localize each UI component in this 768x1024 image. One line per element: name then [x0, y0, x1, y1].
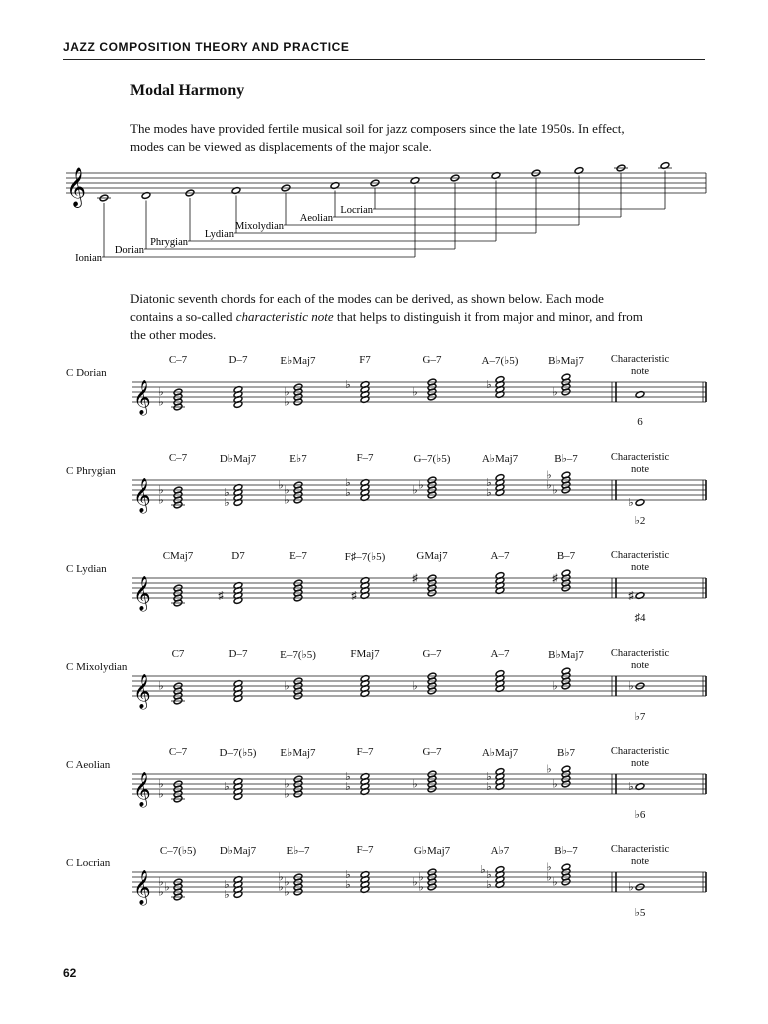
characteristic-note-term: characteristic note: [235, 309, 334, 324]
flat-icon: ♭: [158, 886, 164, 899]
mode-label-locrian: Locrian: [340, 205, 373, 216]
treble-clef-icon: 𝄞: [133, 479, 151, 512]
mode-label-lydian: Lydian: [204, 229, 234, 240]
flat-icon: ♭: [486, 477, 492, 489]
chord-symbol: G–7: [422, 746, 442, 758]
characteristic-degree: 6: [637, 416, 643, 428]
flat-icon: ♭: [480, 864, 486, 876]
chord-symbol: D–7: [228, 648, 248, 660]
mode-name: C Locrian: [66, 857, 111, 869]
chord-symbol: A♭7: [490, 845, 510, 857]
chord-symbol: E♭Maj7: [280, 747, 316, 759]
characteristic-subheading-line: note: [630, 660, 650, 671]
flat-icon: ♭: [284, 680, 290, 693]
chord-symbol: D♭Maj7: [219, 453, 257, 465]
flat-icon: ♭: [345, 879, 351, 891]
characteristic-note-heading: [595, 648, 685, 672]
chord-symbol: G♭Maj7: [413, 845, 451, 857]
chord-symbol: CMaj7: [162, 550, 194, 562]
chord-symbol: FMaj7: [350, 648, 380, 660]
flat-icon: ♭: [546, 861, 552, 874]
flat-icon: ♭: [486, 781, 492, 793]
chord-symbol: E♭7: [289, 453, 307, 465]
flat-icon: ♭: [486, 879, 492, 891]
mode-label-aeolian: Aeolian: [299, 213, 333, 224]
flat-icon: ♭: [345, 771, 351, 783]
flat-icon: ♭: [278, 871, 284, 884]
flat-icon: ♭: [546, 871, 552, 884]
chord-symbol: E♭–7: [286, 845, 310, 857]
chord-symbol: D♭Maj7: [219, 845, 257, 857]
flat-icon: ♭: [412, 876, 418, 889]
mode-name: C Lydian: [66, 563, 107, 575]
mode-name: C Phrygian: [66, 465, 116, 477]
flat-icon: ♭: [224, 497, 230, 509]
intro-paragraph: The modes have provided fertile musical soil for jazz composers since the late 1950s. In effect, modes can be viewed as displacements of the major scale.: [130, 121, 625, 154]
flat-icon: ♭: [486, 771, 492, 783]
flat-icon: ♭: [552, 778, 558, 791]
characteristic-degree: ♭6: [634, 809, 646, 821]
chord-symbol: C–7: [168, 354, 188, 366]
flat-icon: ♭: [486, 487, 492, 499]
flat-icon: ♭: [158, 876, 164, 889]
characteristic-note-heading: [595, 452, 685, 476]
chord-symbol: C–7(♭5): [159, 845, 197, 857]
flat-icon: ♭: [158, 396, 164, 409]
flat-icon: ♭: [164, 881, 170, 894]
flat-icon: ♭: [486, 869, 492, 881]
flat-icon: ♭: [628, 781, 634, 793]
chord-symbol: A♭Maj7: [481, 453, 519, 465]
chord-symbol: B♭Maj7: [548, 355, 584, 367]
characteristic-note-heading: [595, 550, 685, 574]
flat-icon: ♭: [158, 778, 164, 791]
chord-symbol: B♭–7: [554, 845, 578, 857]
chord-symbol: C–7: [168, 452, 188, 464]
chord-symbol: B♭7: [556, 747, 576, 759]
flat-icon: ♭: [224, 879, 230, 891]
characteristic-heading-line: Characteristic: [610, 452, 670, 463]
flat-icon: ♭: [278, 479, 284, 492]
characteristic-subheading-line: note: [630, 464, 650, 475]
flat-icon: ♭: [628, 680, 634, 693]
flat-icon: ♭: [345, 379, 351, 391]
characteristic-heading-line: Characteristic: [610, 354, 670, 365]
flat-icon: ♭: [224, 781, 230, 793]
characteristic-heading-line: Characteristic: [610, 746, 670, 757]
chord-symbol: A–7: [490, 648, 510, 660]
running-header: JAZZ COMPOSITION THEORY AND PRACTICE: [63, 40, 705, 60]
chord-symbol: D7: [231, 550, 245, 562]
mode-label-ionian: Ionian: [75, 253, 102, 264]
chord-symbol: F–7: [356, 746, 374, 758]
chord-symbol: B♭–7: [554, 453, 578, 465]
chord-symbol: E–7: [289, 550, 307, 562]
diatonic-text-after: that helps to distinguish it from major and minor, and from the other modes.: [130, 309, 643, 342]
characteristic-subheading-line: note: [630, 856, 650, 867]
chord-symbol: B♭Maj7: [548, 649, 584, 661]
flat-icon: ♭: [412, 680, 418, 693]
flat-icon: ♭: [552, 484, 558, 497]
characteristic-degree: ♭7: [634, 711, 646, 723]
flat-icon: ♭: [345, 869, 351, 881]
chord-symbol: G–7: [422, 354, 442, 366]
flat-icon: ♭: [345, 487, 351, 499]
mode-name: C Aeolian: [66, 759, 111, 771]
chord-symbol: B–7: [556, 550, 576, 562]
flat-icon: ♭: [284, 876, 290, 889]
flat-icon: ♭: [412, 484, 418, 497]
flat-icon: ♭: [418, 479, 424, 492]
flat-icon: ♭: [552, 386, 558, 399]
chord-symbol: C–7: [168, 746, 188, 758]
flat-icon: ♭: [158, 386, 164, 399]
flat-icon: ♭: [345, 781, 351, 793]
flat-icon: ♭: [224, 889, 230, 901]
chord-symbol: G–7(♭5): [413, 453, 451, 465]
chord-symbol: A–7(♭5): [481, 355, 519, 367]
flat-icon: ♭: [284, 788, 290, 801]
characteristic-degree: ♭2: [634, 515, 646, 527]
flat-icon: ♭: [284, 396, 290, 409]
characteristic-heading-line: Characteristic: [610, 550, 670, 561]
diatonic-text-before: Diatonic seventh chords for each of the modes can be derived, as shown below. Each mode contains a so-called: [130, 291, 604, 324]
characteristic-note-heading: [595, 844, 685, 868]
page-number: 62: [63, 966, 77, 980]
treble-clef-icon: 𝄞: [133, 773, 151, 806]
chord-symbol: E–7(♭5): [280, 649, 316, 661]
flat-icon: ♭: [158, 494, 164, 507]
flat-icon: ♭: [284, 386, 290, 399]
flat-icon: ♭: [546, 479, 552, 492]
flat-icon: ♭: [284, 484, 290, 497]
chord-symbol: F–7: [356, 452, 374, 464]
flat-icon: ♭: [158, 788, 164, 801]
sharp-icon: ♯: [218, 590, 224, 602]
chord-symbol: G–7: [422, 648, 442, 660]
chord-symbol: A–7: [490, 550, 510, 562]
characteristic-subheading-line: note: [630, 758, 650, 769]
chord-symbol: D–7(♭5): [219, 747, 257, 759]
characteristic-heading-line: Characteristic: [610, 844, 670, 855]
sharp-icon: ♯: [412, 572, 418, 585]
chord-symbol: A♭Maj7: [481, 747, 519, 759]
flat-icon: ♭: [486, 379, 492, 391]
flat-icon: ♭: [158, 680, 164, 693]
flat-icon: ♭: [284, 494, 290, 507]
flat-icon: ♭: [412, 778, 418, 791]
flat-icon: ♭: [284, 778, 290, 791]
mode-label-dorian: Dorian: [114, 245, 144, 256]
sharp-icon: ♯: [628, 590, 634, 602]
characteristic-subheading-line: note: [630, 562, 650, 573]
characteristic-note-heading: [595, 746, 685, 770]
treble-clef-icon: 𝄞: [133, 871, 151, 904]
flat-icon: ♭: [546, 763, 552, 776]
treble-clef-icon: 𝄞: [133, 577, 151, 610]
chord-symbol: E♭Maj7: [280, 355, 316, 367]
chord-symbol: F♯–7(♭5): [344, 551, 386, 563]
flat-icon: ♭: [284, 886, 290, 899]
flat-icon: ♭: [412, 386, 418, 399]
flat-icon: ♭: [628, 497, 634, 509]
mode-name: C Dorian: [66, 367, 107, 379]
flat-icon: ♭: [418, 881, 424, 894]
flat-icon: ♭: [552, 680, 558, 693]
characteristic-note-heading: [595, 354, 685, 378]
section-title: Modal Harmony: [130, 82, 245, 99]
sharp-icon: ♯: [552, 572, 558, 585]
characteristic-heading-line: Characteristic: [610, 648, 670, 659]
characteristic-degree: ♭5: [634, 907, 646, 919]
treble-clef-icon: 𝄞: [133, 381, 151, 414]
mode-label-phrygian: Phrygian: [150, 237, 188, 248]
flat-icon: ♭: [628, 881, 634, 894]
flat-icon: ♭: [418, 871, 424, 884]
characteristic-subheading-line: note: [630, 366, 650, 377]
flat-icon: ♭: [278, 881, 284, 894]
chord-symbol: GMaj7: [416, 550, 448, 562]
chord-symbol: F–7: [356, 844, 374, 856]
characteristic-degree: ♯4: [634, 612, 646, 624]
flat-icon: ♭: [158, 484, 164, 497]
treble-clef-icon: 𝄞: [133, 675, 151, 708]
sharp-icon: ♯: [351, 590, 357, 602]
chord-symbol: D–7: [228, 354, 248, 366]
flat-icon: ♭: [546, 469, 552, 482]
mode-name: C Mixolydian: [66, 661, 128, 673]
mode-label-mixolydian: Mixolydian: [235, 221, 284, 232]
flat-icon: ♭: [552, 876, 558, 889]
chord-symbol: C7: [171, 648, 185, 660]
flat-icon: ♭: [224, 487, 230, 499]
treble-clef-icon: 𝄞: [66, 169, 87, 206]
chord-symbol: F7: [359, 354, 371, 366]
flat-icon: ♭: [345, 477, 351, 489]
